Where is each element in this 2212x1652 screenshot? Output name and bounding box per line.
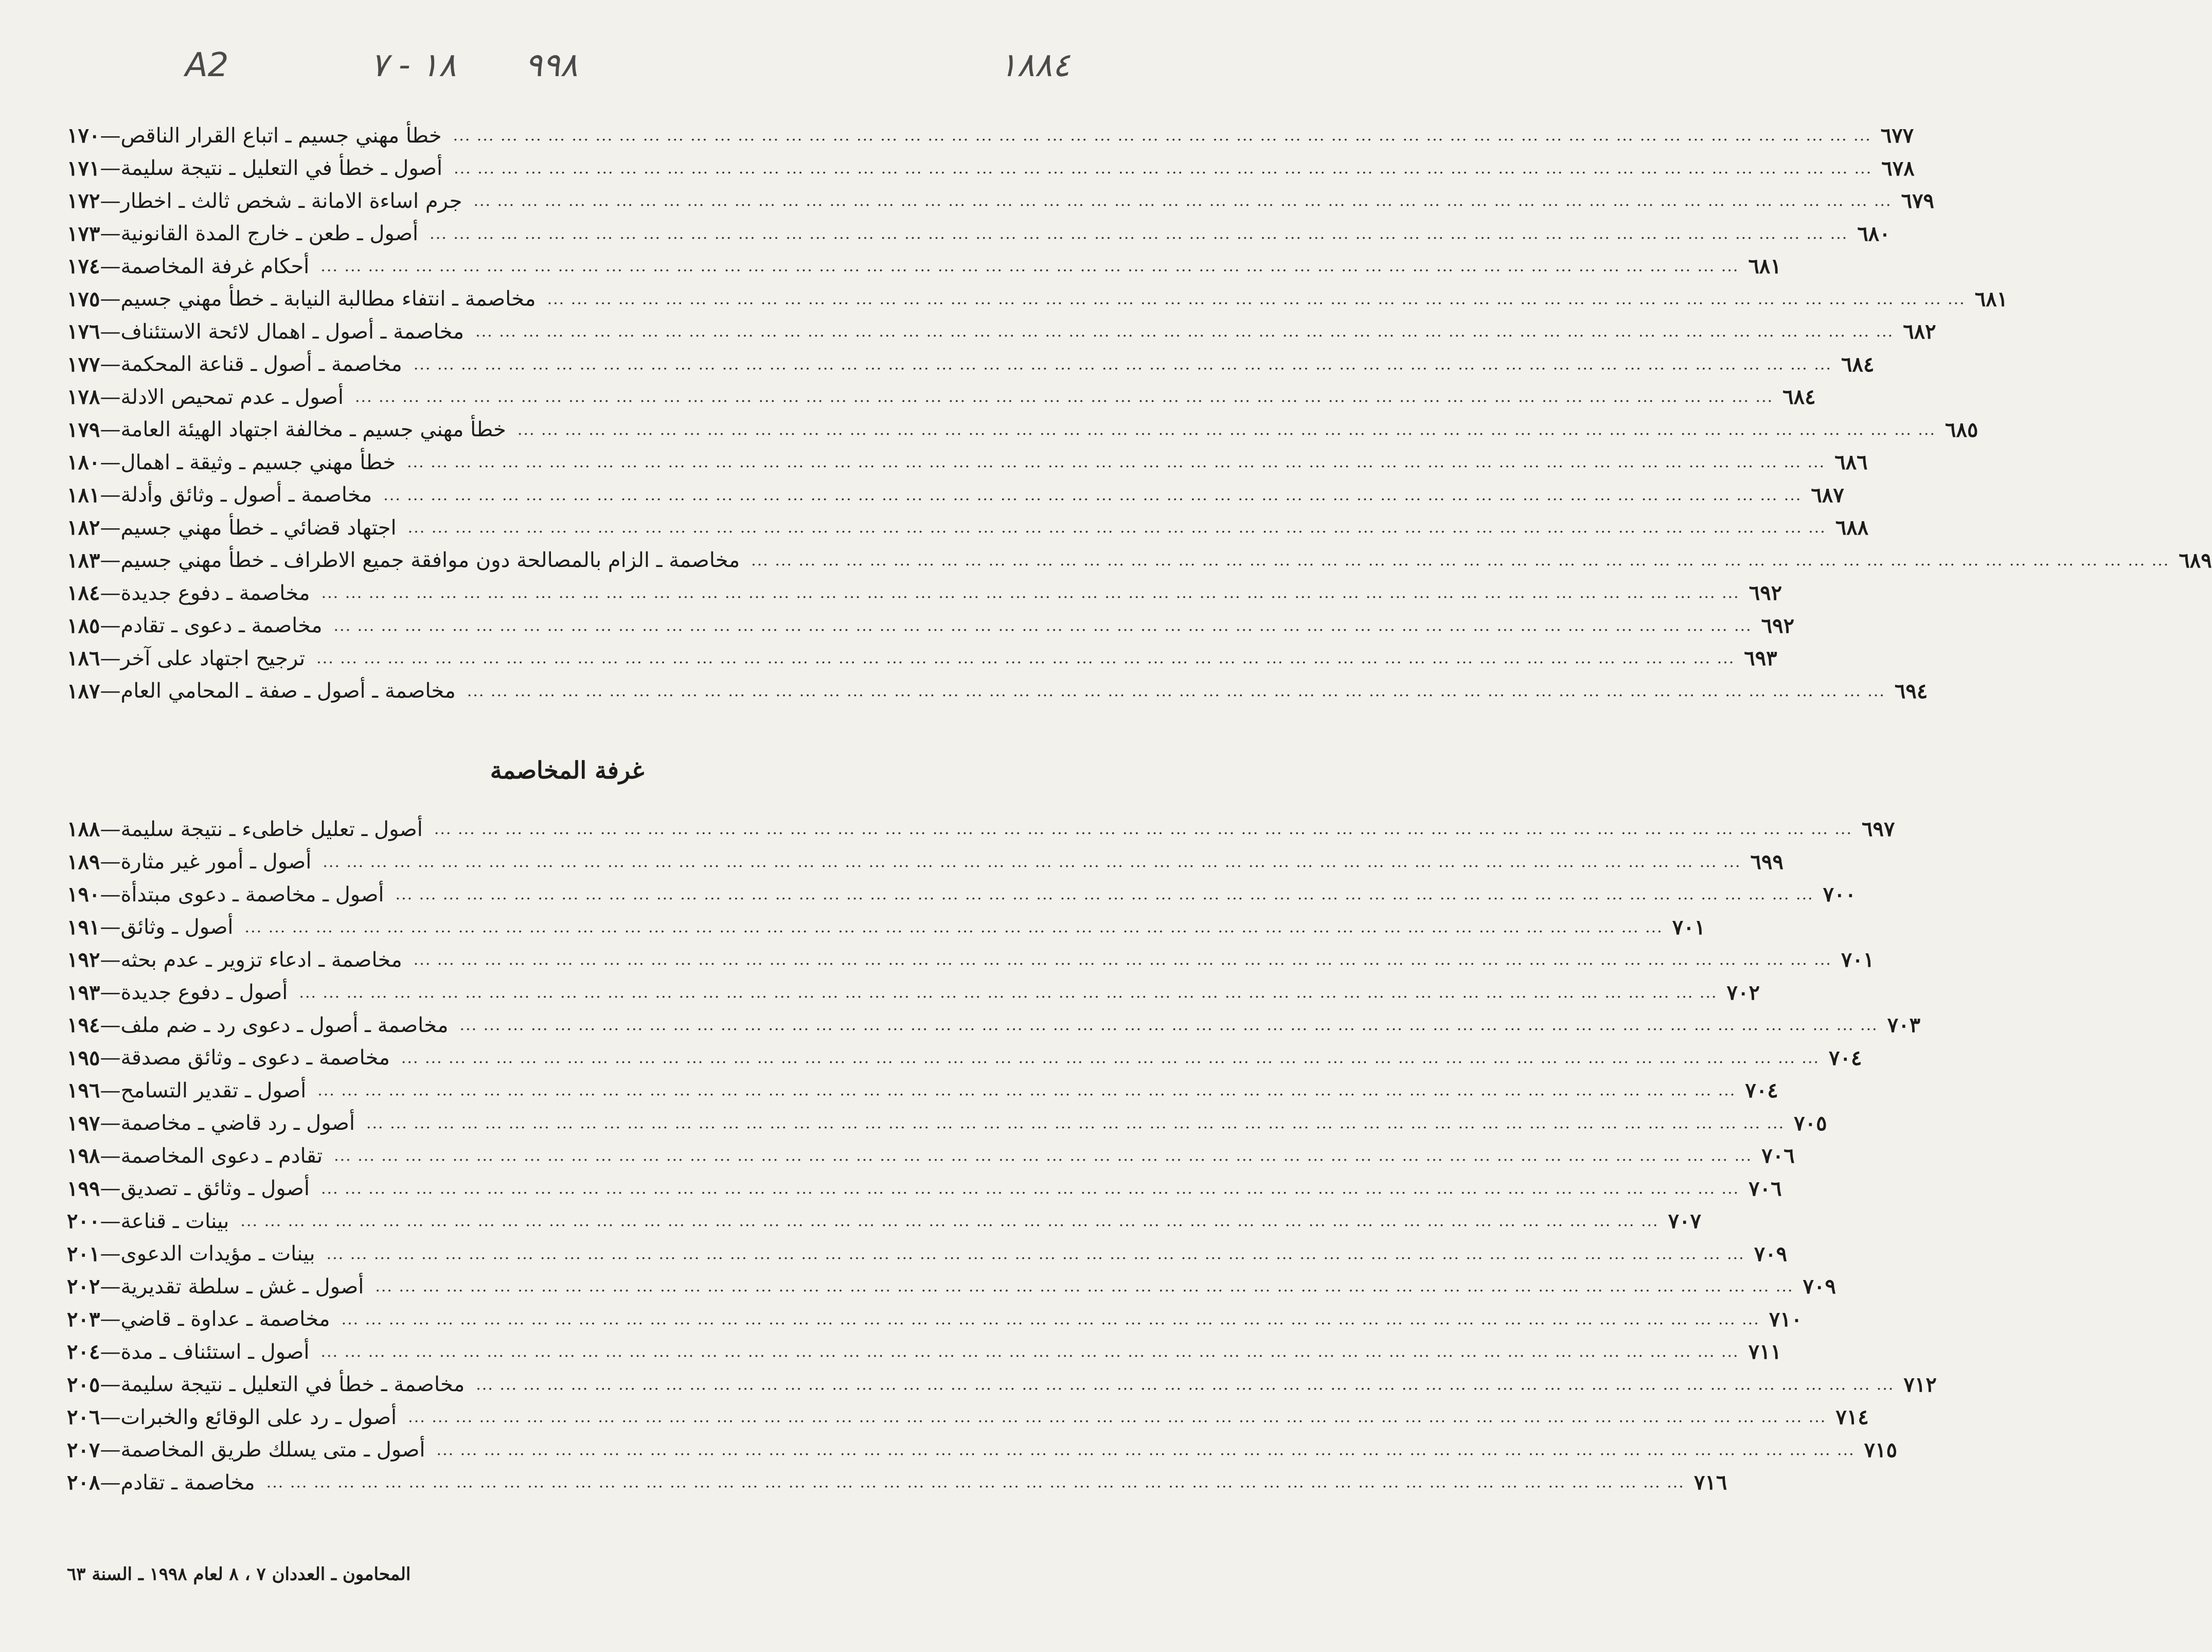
- entry-title: مخاصمة ـ أصول ـ قناعة المحكمة: [120, 352, 402, 377]
- entry-title: مخاصمة ـ أصول ـ صفة ـ المحامي العام: [120, 679, 456, 703]
- entry-number: ١٨٥: [67, 613, 100, 638]
- dot-leader: ... ... ... ... ... ... ... ... ... ... ... ... ... ... ... ... ... ... ... ... ... ... ... ... ... ... ... ... ... ... ... ... ... ... ... ... ... ... ... ... ... ... ... ... ... ... ... ... ... ... ... ... ... ... ... ... ... ... ... ...: [333, 616, 1752, 635]
- toc-entry: [67, 348, 1875, 381]
- dot-leader: ... ... ... ... ... ... ... ... ... ... ... ... ... ... ... ... ... ... ... ... ... ... ... ... ... ... ... ... ... ... ... ... ... ... ... ... ... ... ... ... ... ... ... ... ... ... ... ... ... ... ... ... ... ... ... ... ... ... ... ...: [413, 951, 1832, 969]
- entry-number: ١٨٧: [67, 679, 100, 703]
- toc-entry: [67, 675, 1928, 708]
- entry-page-number: ٧٠٣: [1887, 1013, 1921, 1038]
- entry-number: ١٩٣: [67, 980, 100, 1005]
- toc-entry: [67, 878, 1857, 911]
- entry-title: أصول ـ طعن ـ خارج المدة القانونية: [120, 222, 419, 246]
- entry-dash: —: [100, 581, 121, 605]
- entry-dash: —: [100, 1340, 121, 1364]
- toc-entry: [67, 1270, 1836, 1303]
- entry-page-number: ٧٠٤: [1829, 1045, 1862, 1070]
- entry-dash: —: [100, 1111, 121, 1135]
- toc-list-part1: [67, 119, 2212, 707]
- toc-entry: [67, 381, 1816, 414]
- toc-entry: [67, 577, 1782, 610]
- entry-number: ١٩٠: [67, 882, 100, 907]
- toc-entry: [67, 1042, 1862, 1075]
- dot-leader: ... ... ... ... ... ... ... ... ... ... ... ... ... ... ... ... ... ... ... ... ... ... ... ... ... ... ... ... ... ... ... ... ... ... ... ... ... ... ... ... ... ... ... ... ... ... ... ... ... ... ... ... ... ... ... ... ... ... ... ...: [383, 486, 1802, 504]
- entry-number: ١٨٣: [67, 548, 100, 573]
- entry-dash: —: [100, 817, 121, 841]
- entry-page-number: ٧٠٤: [1745, 1078, 1778, 1103]
- entry-title: خطأ مهني جسيم ـ اتباع القرار الناقص: [120, 123, 442, 148]
- dot-leader: ... ... ... ... ... ... ... ... ... ... ... ... ... ... ... ... ... ... ... ... ... ... ... ... ... ... ... ... ... ... ... ... ... ... ... ... ... ... ... ... ... ... ... ... ... ... ... ... ... ... ... ... ... ... ... ... ... ... ... ...: [751, 551, 2170, 570]
- entry-dash: —: [100, 1405, 121, 1429]
- entry-title: مخاصمة ـ أصول ـ وثائق وأدلة: [120, 483, 372, 507]
- entry-number: ١٩٥: [67, 1045, 100, 1070]
- entry-number: ١٩٦: [67, 1078, 100, 1103]
- entry-title: مخاصمة ـ دعوى ـ تقادم: [120, 614, 323, 638]
- dot-leader: ... ... ... ... ... ... ... ... ... ... ... ... ... ... ... ... ... ... ... ... ... ... ... ... ... ... ... ... ... ... ... ... ... ... ... ... ... ... ... ... ... ... ... ... ... ... ... ... ... ... ... ... ... ... ... ... ... ... ... ...: [299, 983, 1718, 1002]
- handwritten-number: ١٨٨٤: [999, 46, 1070, 84]
- toc-entry: [67, 283, 2008, 316]
- dot-leader: ... ... ... ... ... ... ... ... ... ... ... ... ... ... ... ... ... ... ... ... ... ... ... ... ... ... ... ... ... ... ... ... ... ... ... ... ... ... ... ... ... ... ... ... ... ... ... ... ... ... ... ... ... ... ... ... ... ... ... ...: [395, 885, 1814, 904]
- entry-title: اجتهاد قضائي ـ خطأ مهني جسيم: [120, 516, 397, 540]
- entry-dash: —: [100, 1274, 121, 1299]
- entry-dash: —: [100, 385, 121, 409]
- dot-leader: ... ... ... ... ... ... ... ... ... ... ... ... ... ... ... ... ... ... ... ... ... ... ... ... ... ... ... ... ... ... ... ... ... ... ... ... ... ... ... ... ... ... ... ... ... ... ... ... ... ... ... ... ... ... ... ... ... ... ... ...: [407, 519, 1826, 537]
- entry-dash: —: [100, 123, 121, 148]
- toc-entry: [67, 315, 1936, 348]
- handwritten-code: A2: [185, 46, 229, 84]
- entry-dash: —: [100, 287, 121, 311]
- entry-title: بينات ـ قناعة: [120, 1209, 229, 1233]
- entry-title: مخاصمة ـ تقادم: [120, 1470, 255, 1495]
- dot-leader: ... ... ... ... ... ... ... ... ... ... ... ... ... ... ... ... ... ... ... ... ... ... ... ... ... ... ... ... ... ... ... ... ... ... ... ... ... ... ... ... ... ... ... ... ... ... ... ... ... ... ... ... ... ... ... ... ... ... ... ...: [436, 1441, 1855, 1459]
- toc-entry: [67, 846, 1783, 879]
- entry-number: ١٧٧: [67, 352, 100, 377]
- entry-page-number: ٦٨٨: [1835, 516, 1869, 540]
- dot-leader: ... ... ... ... ... ... ... ... ... ... ... ... ... ... ... ... ... ... ... ... ... ... ... ... ... ... ... ... ... ... ... ... ... ... ... ... ... ... ... ... ... ... ... ... ... ... ... ... ... ... ... ... ... ... ... ... ... ... ... ...: [434, 820, 1852, 839]
- entry-title: خطأ مهني جسيم ـ وثيقة ـ اهمال: [120, 450, 396, 474]
- entry-page-number: ٧١٦: [1693, 1470, 1727, 1495]
- entry-title: مخاصمة ـ الزام بالمصالحة دون موافقة جميع الاطراف ـ خطأ مهني جسيم: [120, 548, 740, 573]
- toc-entry: [67, 218, 1890, 251]
- entry-dash: —: [100, 254, 121, 278]
- toc-entry: [67, 1434, 1898, 1467]
- entry-number: ١٨١: [67, 483, 100, 507]
- entry-page-number: ٧١٤: [1835, 1405, 1869, 1430]
- entry-dash: —: [100, 1144, 121, 1168]
- entry-number: ١٨٦: [67, 646, 100, 671]
- entry-page-number: ٧١٥: [1864, 1437, 1898, 1462]
- toc-entry: [67, 610, 1795, 643]
- dot-leader: ... ... ... ... ... ... ... ... ... ... ... ... ... ... ... ... ... ... ... ... ... ... ... ... ... ... ... ... ... ... ... ... ... ... ... ... ... ... ... ... ... ... ... ... ... ... ... ... ... ... ... ... ... ... ... ... ... ... ... ...: [320, 257, 1739, 276]
- entry-dash: —: [100, 156, 121, 181]
- entry-number: ١٧٥: [67, 287, 100, 311]
- dot-leader: ... ... ... ... ... ... ... ... ... ... ... ... ... ... ... ... ... ... ... ... ... ... ... ... ... ... ... ... ... ... ... ... ... ... ... ... ... ... ... ... ... ... ... ... ... ... ... ... ... ... ... ... ... ... ... ... ... ... ... ...: [323, 852, 1741, 871]
- toc-list-part2: [67, 813, 1937, 1499]
- entry-dash: —: [100, 1470, 121, 1495]
- entry-page-number: ٦٨١: [1974, 287, 2008, 311]
- entry-dash: —: [100, 483, 121, 507]
- entry-dash: —: [100, 850, 121, 874]
- entry-page-number: ٧١١: [1748, 1340, 1782, 1364]
- entry-number: ١٧٠: [67, 123, 100, 148]
- entry-number: ١٩٩: [67, 1176, 100, 1201]
- entry-number: ٢٠٧: [67, 1437, 100, 1462]
- handwritten-year: ٩٩٨: [525, 46, 578, 84]
- entry-number: ١٨٨: [67, 817, 100, 842]
- toc-entry: [67, 976, 1760, 1009]
- toc-entry: [67, 1074, 1778, 1107]
- entry-dash: —: [100, 418, 121, 442]
- entry-page-number: ٦٨٤: [1782, 385, 1816, 410]
- entry-dash: —: [100, 319, 121, 344]
- entry-page-number: ٧٠٦: [1761, 1144, 1795, 1168]
- entry-title: تقادم ـ دعوى المخاصمة: [120, 1144, 323, 1168]
- entry-dash: —: [100, 614, 121, 638]
- toc-entry: [67, 911, 1706, 944]
- entry-dash: —: [100, 1209, 121, 1233]
- entry-dash: —: [100, 222, 121, 246]
- entry-dash: —: [100, 1078, 121, 1103]
- entry-number: ٢٠٤: [67, 1340, 100, 1364]
- entry-title: أصول ـ رد على الوقائع والخبرات: [120, 1405, 397, 1429]
- entry-dash: —: [100, 548, 121, 573]
- entry-page-number: ٦٩٢: [1761, 613, 1795, 638]
- entry-title: أصول ـ تقدير التسامح: [120, 1078, 307, 1103]
- entry-page-number: ٦٨١: [1748, 254, 1781, 279]
- dot-leader: ... ... ... ... ... ... ... ... ... ... ... ... ... ... ... ... ... ... ... ... ... ... ... ... ... ... ... ... ... ... ... ... ... ... ... ... ... ... ... ... ... ... ... ... ... ... ... ... ... ... ... ... ... ... ... ... ... ... ... ...: [473, 192, 1892, 210]
- entry-number: ٢٠١: [67, 1241, 100, 1266]
- dot-leader: ... ... ... ... ... ... ... ... ... ... ... ... ... ... ... ... ... ... ... ... ... ... ... ... ... ... ... ... ... ... ... ... ... ... ... ... ... ... ... ... ... ... ... ... ... ... ... ... ... ... ... ... ... ... ... ... ... ... ... ...: [316, 649, 1735, 668]
- entry-title: ترجيح اجتهاد على آخر: [120, 646, 306, 670]
- entry-dash: —: [100, 1013, 121, 1037]
- entry-title: مخاصمة ـ دعوى ـ وثائق مصدقة: [120, 1046, 390, 1070]
- dot-leader: ... ... ... ... ... ... ... ... ... ... ... ... ... ... ... ... ... ... ... ... ... ... ... ... ... ... ... ... ... ... ... ... ... ... ... ... ... ... ... ... ... ... ... ... ... ... ... ... ... ... ... ... ... ... ... ... ... ... ... ...: [547, 290, 1966, 308]
- entry-dash: —: [100, 646, 121, 670]
- entry-page-number: ٦٩٧: [1862, 817, 1895, 842]
- dot-leader: ... ... ... ... ... ... ... ... ... ... ... ... ... ... ... ... ... ... ... ... ... ... ... ... ... ... ... ... ... ... ... ... ... ... ... ... ... ... ... ... ... ... ... ... ... ... ... ... ... ... ... ... ... ... ... ... ... ... ... ...: [334, 1147, 1753, 1165]
- toc-entry: [67, 152, 1915, 185]
- toc-entry: [67, 250, 1781, 283]
- entry-page-number: ٦٩٩: [1750, 849, 1783, 874]
- entry-number: ٢٠٥: [67, 1372, 100, 1397]
- toc-entry: [67, 185, 1935, 218]
- entry-page-number: ٦٧٨: [1881, 156, 1915, 181]
- entry-number: ١٨٤: [67, 581, 100, 606]
- entry-title: أصول ـ وثائق ـ تصديق: [120, 1177, 310, 1201]
- entry-number: ٢٠٨: [67, 1470, 100, 1495]
- dot-leader: ... ... ... ... ... ... ... ... ... ... ... ... ... ... ... ... ... ... ... ... ... ... ... ... ... ... ... ... ... ... ... ... ... ... ... ... ... ... ... ... ... ... ... ... ... ... ... ... ... ... ... ... ... ... ... ... ... ... ... ...: [244, 918, 1663, 936]
- entry-number: ١٨٠: [67, 450, 100, 475]
- entry-dash: —: [100, 1438, 121, 1462]
- entry-page-number: ٧٠١: [1841, 948, 1875, 972]
- entry-page-number: ٦٨٤: [1841, 352, 1875, 377]
- entry-number: ١٧٩: [67, 417, 100, 442]
- dot-leader: ... ... ... ... ... ... ... ... ... ... ... ... ... ... ... ... ... ... ... ... ... ... ... ... ... ... ... ... ... ... ... ... ... ... ... ... ... ... ... ... ... ... ... ... ... ... ... ... ... ... ... ... ... ... ... ... ... ... ... ...: [476, 1375, 1895, 1394]
- dot-leader: ... ... ... ... ... ... ... ... ... ... ... ... ... ... ... ... ... ... ... ... ... ... ... ... ... ... ... ... ... ... ... ... ... ... ... ... ... ... ... ... ... ... ... ... ... ... ... ... ... ... ... ... ... ... ... ... ... ... ... ...: [240, 1212, 1659, 1231]
- entry-number: ١٧٤: [67, 254, 100, 279]
- entry-title: أصول ـ تعليل خاطىء ـ نتيجة سليمة: [120, 817, 423, 841]
- entry-dash: —: [100, 915, 121, 939]
- toc-entry: [67, 1140, 1795, 1173]
- entry-number: ١٨٩: [67, 849, 100, 874]
- dot-leader: ... ... ... ... ... ... ... ... ... ... ... ... ... ... ... ... ... ... ... ... ... ... ... ... ... ... ... ... ... ... ... ... ... ... ... ... ... ... ... ... ... ... ... ... ... ... ... ... ... ... ... ... ... ... ... ... ... ... ... ...: [341, 1310, 1760, 1328]
- entry-number: ١٧٦: [67, 319, 100, 344]
- entry-number: ١٧٨: [67, 385, 100, 410]
- entry-dash: —: [100, 1373, 121, 1397]
- dot-leader: ... ... ... ... ... ... ... ... ... ... ... ... ... ... ... ... ... ... ... ... ... ... ... ... ... ... ... ... ... ... ... ... ... ... ... ... ... ... ... ... ... ... ... ... ... ... ... ... ... ... ... ... ... ... ... ... ... ... ... ...: [366, 1114, 1785, 1132]
- dot-leader: ... ... ... ... ... ... ... ... ... ... ... ... ... ... ... ... ... ... ... ... ... ... ... ... ... ... ... ... ... ... ... ... ... ... ... ... ... ... ... ... ... ... ... ... ... ... ... ... ... ... ... ... ... ... ... ... ... ... ... ...: [459, 1016, 1878, 1035]
- entry-number: ١٧٢: [67, 189, 100, 214]
- toc-entry: [67, 1173, 1782, 1205]
- dot-leader: ... ... ... ... ... ... ... ... ... ... ... ... ... ... ... ... ... ... ... ... ... ... ... ... ... ... ... ... ... ... ... ... ... ... ... ... ... ... ... ... ... ... ... ... ... ... ... ... ... ... ... ... ... ... ... ... ... ... ... ...: [266, 1473, 1685, 1492]
- entry-title: مخاصمة ـ أصول ـ دعوى رد ـ ضم ملف: [120, 1013, 449, 1037]
- entry-title: أصول ـ رد قاضي ـ مخاصمة: [120, 1111, 355, 1135]
- dot-leader: ... ... ... ... ... ... ... ... ... ... ... ... ... ... ... ... ... ... ... ... ... ... ... ... ... ... ... ... ... ... ... ... ... ... ... ... ... ... ... ... ... ... ... ... ... ... ... ... ... ... ... ... ... ... ... ... ... ... ... ...: [430, 224, 1848, 243]
- entry-page-number: ٦٧٧: [1880, 123, 1914, 148]
- toc-entry: [67, 479, 1844, 512]
- dot-leader: ... ... ... ... ... ... ... ... ... ... ... ... ... ... ... ... ... ... ... ... ... ... ... ... ... ... ... ... ... ... ... ... ... ... ... ... ... ... ... ... ... ... ... ... ... ... ... ... ... ... ... ... ... ... ... ... ... ... ... ...: [321, 1179, 1740, 1198]
- dot-leader: ... ... ... ... ... ... ... ... ... ... ... ... ... ... ... ... ... ... ... ... ... ... ... ... ... ... ... ... ... ... ... ... ... ... ... ... ... ... ... ... ... ... ... ... ... ... ... ... ... ... ... ... ... ... ... ... ... ... ... ...: [453, 127, 1871, 145]
- entry-page-number: ٦٨٢: [1903, 319, 1936, 344]
- dot-leader: ... ... ... ... ... ... ... ... ... ... ... ... ... ... ... ... ... ... ... ... ... ... ... ... ... ... ... ... ... ... ... ... ... ... ... ... ... ... ... ... ... ... ... ... ... ... ... ... ... ... ... ... ... ... ... ... ... ... ... ...: [401, 1049, 1820, 1067]
- entry-number: ١٩٢: [67, 948, 100, 972]
- entry-title: مخاصمة ـ أصول ـ اهمال لائحة الاستئناف: [120, 319, 465, 344]
- entry-dash: —: [100, 516, 121, 540]
- entry-page-number: ٧٠٧: [1668, 1209, 1702, 1234]
- entry-dash: —: [100, 948, 121, 972]
- entry-title: أصول ـ مخاصمة ـ دعوى مبتدأة: [120, 882, 384, 907]
- entry-number: ١٧١: [67, 156, 100, 181]
- dot-leader: ... ... ... ... ... ... ... ... ... ... ... ... ... ... ... ... ... ... ... ... ... ... ... ... ... ... ... ... ... ... ... ... ... ... ... ... ... ... ... ... ... ... ... ... ... ... ... ... ... ... ... ... ... ... ... ... ... ... ... ...: [317, 1081, 1736, 1100]
- toc-entry: [67, 1401, 1869, 1434]
- entry-title: مخاصمة ـ خطأ في التعليل ـ نتيجة سليمة: [120, 1373, 465, 1397]
- entry-page-number: ٧٠٢: [1726, 980, 1760, 1005]
- entry-number: ٢٠٦: [67, 1405, 100, 1430]
- toc-entry: [67, 544, 2212, 577]
- entry-page-number: ٧١٠: [1769, 1307, 1803, 1331]
- entry-page-number: ٦٨٧: [1811, 483, 1844, 507]
- toc-entry: [67, 511, 1869, 544]
- entry-dash: —: [100, 981, 121, 1005]
- entry-page-number: ٧٠١: [1672, 915, 1706, 939]
- entry-number: ١٩٤: [67, 1013, 100, 1038]
- entry-title: أصول ـ استئناف ـ مدة: [120, 1340, 310, 1364]
- dot-leader: ... ... ... ... ... ... ... ... ... ... ... ... ... ... ... ... ... ... ... ... ... ... ... ... ... ... ... ... ... ... ... ... ... ... ... ... ... ... ... ... ... ... ... ... ... ... ... ... ... ... ... ... ... ... ... ... ... ... ... ...: [407, 453, 1826, 472]
- entry-title: مخاصمة ـ ادعاء تزوير ـ عدم بحثه: [120, 948, 402, 972]
- entry-number: ٢٠٢: [67, 1274, 100, 1299]
- entry-title: بينات ـ مؤيدات الدعوى: [120, 1242, 315, 1266]
- dot-leader: ... ... ... ... ... ... ... ... ... ... ... ... ... ... ... ... ... ... ... ... ... ... ... ... ... ... ... ... ... ... ... ... ... ... ... ... ... ... ... ... ... ... ... ... ... ... ... ... ... ... ... ... ... ... ... ... ... ... ... ...: [326, 1245, 1745, 1263]
- toc-entry: [67, 642, 1777, 675]
- entry-title: أصول ـ خطأ في التعليل ـ نتيجة سليمة: [120, 156, 443, 181]
- entry-page-number: ٦٩٢: [1749, 581, 1782, 606]
- dot-leader: ... ... ... ... ... ... ... ... ... ... ... ... ... ... ... ... ... ... ... ... ... ... ... ... ... ... ... ... ... ... ... ... ... ... ... ... ... ... ... ... ... ... ... ... ... ... ... ... ... ... ... ... ... ... ... ... ... ... ... ...: [320, 1343, 1739, 1361]
- toc-entry: [67, 1009, 1921, 1042]
- dot-leader: ... ... ... ... ... ... ... ... ... ... ... ... ... ... ... ... ... ... ... ... ... ... ... ... ... ... ... ... ... ... ... ... ... ... ... ... ... ... ... ... ... ... ... ... ... ... ... ... ... ... ... ... ... ... ... ... ... ... ... ...: [413, 355, 1832, 374]
- toc-entry: [67, 1205, 1702, 1238]
- entry-dash: —: [100, 1177, 121, 1201]
- toc-entry: [67, 414, 1978, 447]
- dot-leader: ... ... ... ... ... ... ... ... ... ... ... ... ... ... ... ... ... ... ... ... ... ... ... ... ... ... ... ... ... ... ... ... ... ... ... ... ... ... ... ... ... ... ... ... ... ... ... ... ... ... ... ... ... ... ... ... ... ... ... ...: [375, 1277, 1794, 1296]
- dot-leader: ... ... ... ... ... ... ... ... ... ... ... ... ... ... ... ... ... ... ... ... ... ... ... ... ... ... ... ... ... ... ... ... ... ... ... ... ... ... ... ... ... ... ... ... ... ... ... ... ... ... ... ... ... ... ... ... ... ... ... ...: [517, 420, 1936, 439]
- toc-entry: [67, 1466, 1727, 1499]
- toc-entry: [67, 1369, 1937, 1401]
- entry-page-number: ٦٨٦: [1834, 450, 1868, 475]
- dot-leader: ... ... ... ... ... ... ... ... ... ... ... ... ... ... ... ... ... ... ... ... ... ... ... ... ... ... ... ... ... ... ... ... ... ... ... ... ... ... ... ... ... ... ... ... ... ... ... ... ... ... ... ... ... ... ... ... ... ... ... ...: [355, 388, 1774, 406]
- entry-number: ٢٠٣: [67, 1307, 100, 1331]
- entry-title: مخاصمة ـ دفوع جديدة: [120, 581, 310, 605]
- entry-number: ١٧٣: [67, 221, 100, 246]
- entry-page-number: ٧٠٦: [1749, 1176, 1782, 1201]
- entry-title: أصول ـ أمور غير مثارة: [120, 850, 312, 874]
- entry-number: ٢٠٠: [67, 1209, 100, 1234]
- toc-entry: [67, 119, 1914, 152]
- entry-dash: —: [100, 352, 121, 377]
- entry-page-number: ٦٩٣: [1744, 646, 1777, 671]
- dot-leader: ... ... ... ... ... ... ... ... ... ... ... ... ... ... ... ... ... ... ... ... ... ... ... ... ... ... ... ... ... ... ... ... ... ... ... ... ... ... ... ... ... ... ... ... ... ... ... ... ... ... ... ... ... ... ... ... ... ... ... ...: [408, 1408, 1827, 1427]
- dot-leader: ... ... ... ... ... ... ... ... ... ... ... ... ... ... ... ... ... ... ... ... ... ... ... ... ... ... ... ... ... ... ... ... ... ... ... ... ... ... ... ... ... ... ... ... ... ... ... ... ... ... ... ... ... ... ... ... ... ... ... ...: [475, 323, 1894, 341]
- dot-leader: ... ... ... ... ... ... ... ... ... ... ... ... ... ... ... ... ... ... ... ... ... ... ... ... ... ... ... ... ... ... ... ... ... ... ... ... ... ... ... ... ... ... ... ... ... ... ... ... ... ... ... ... ... ... ... ... ... ... ... ...: [467, 682, 1885, 700]
- dot-leader: ... ... ... ... ... ... ... ... ... ... ... ... ... ... ... ... ... ... ... ... ... ... ... ... ... ... ... ... ... ... ... ... ... ... ... ... ... ... ... ... ... ... ... ... ... ... ... ... ... ... ... ... ... ... ... ... ... ... ... ...: [321, 584, 1740, 602]
- toc-entry: [67, 813, 1895, 846]
- toc-entry: [67, 1107, 1827, 1140]
- entry-page-number: ٧٠٩: [1803, 1274, 1836, 1299]
- toc-entry: [67, 1238, 1788, 1271]
- entry-number: ١٩٨: [67, 1144, 100, 1168]
- toc-entry: [67, 446, 1868, 479]
- entry-page-number: ٦٧٩: [1901, 189, 1935, 214]
- entry-page-number: ٧١٢: [1903, 1372, 1937, 1397]
- entry-title: مخاصمة ـ عداوة ـ قاضي: [120, 1307, 330, 1331]
- entry-page-number: ٦٨٩: [2179, 548, 2212, 573]
- entry-dash: —: [100, 189, 121, 213]
- entry-page-number: ٧٠٩: [1754, 1241, 1788, 1266]
- entry-title: جرم اساءة الامانة ـ شخص ثالث ـ اخطار: [120, 189, 462, 213]
- page-footer: المحامون ـ العددان ٧ ، ٨ لعام ١٩٩٨ ـ السنة ٦٣: [67, 1564, 411, 1585]
- toc-entry: [67, 944, 1875, 976]
- entry-dash: —: [100, 882, 121, 907]
- entry-dash: —: [100, 1242, 121, 1266]
- entry-page-number: ٦٩٤: [1894, 679, 1928, 703]
- entry-number: ١٩١: [67, 915, 100, 939]
- entry-title: مخاصمة ـ انتفاء مطالبة النيابة ـ خطأ مهني جسيم: [120, 287, 536, 311]
- entry-dash: —: [100, 450, 121, 474]
- entry-dash: —: [100, 679, 121, 703]
- entry-title: أصول ـ غش ـ سلطة تقديرية: [120, 1274, 364, 1299]
- section-heading: غرفة المخاصمة: [490, 756, 645, 784]
- entry-dash: —: [100, 1307, 121, 1331]
- entry-title: أصول ـ عدم تمحيص الادلة: [120, 385, 344, 409]
- entry-title: أصول ـ متى يسلك طريق المخاصمة: [120, 1438, 425, 1462]
- entry-page-number: ٧٠٠: [1823, 882, 1857, 907]
- dot-leader: ... ... ... ... ... ... ... ... ... ... ... ... ... ... ... ... ... ... ... ... ... ... ... ... ... ... ... ... ... ... ... ... ... ... ... ... ... ... ... ... ... ... ... ... ... ... ... ... ... ... ... ... ... ... ... ... ... ... ... ...: [454, 159, 1872, 177]
- entry-number: ١٨٢: [67, 516, 100, 540]
- entry-title: أحكام غرفة المخاصمة: [120, 254, 310, 278]
- entry-title: خطأ مهني جسيم ـ مخالفة اجتهاد الهيئة العامة: [120, 418, 506, 442]
- entry-number: ١٩٧: [67, 1111, 100, 1135]
- toc-entry: [67, 1336, 1782, 1369]
- toc-entry: [67, 1303, 1803, 1336]
- entry-page-number: ٦٨٠: [1857, 221, 1890, 246]
- handwritten-annotations: [62, 36, 1070, 98]
- entry-page-number: ٦٨٥: [1945, 417, 1978, 442]
- entry-title: أصول ـ دفوع جديدة: [120, 981, 288, 1005]
- entry-title: أصول ـ وثائق: [120, 915, 234, 939]
- handwritten-date: ١٨ - ٧: [370, 46, 456, 84]
- entry-dash: —: [100, 1046, 121, 1070]
- entry-page-number: ٧٠٥: [1794, 1111, 1827, 1135]
